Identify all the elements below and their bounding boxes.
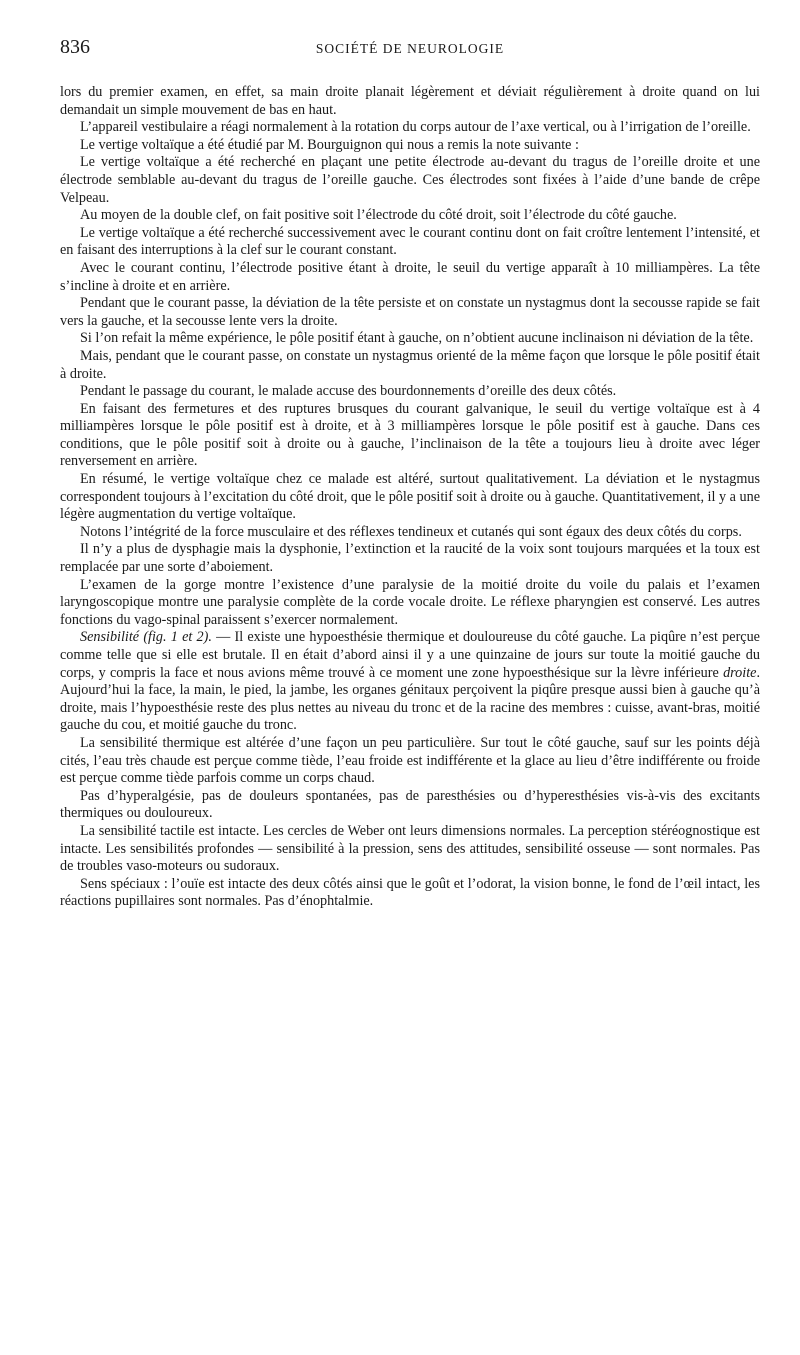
paragraph: En résumé, le vertige voltaïque chez ce malade est altéré, surtout qualitativement. La déviation et le nystagmus correspondent toujours à l’excitation du côté droit, que le pôle positif soit à droite ou à gauche. Quantitativement, il y a une légère augmentation du vertige voltaïque. xyxy=(60,471,760,523)
paragraph: La sensibilité thermique est altérée d’une façon un peu particulière. Sur tout le côté gauche, sauf sur les points déjà cités, l’eau très chaude est perçue comme tiède, l’eau froide est indifférente et la glace au lieu d’être indifférente ou froide est perçue comme tiède parfois comme un corps chaud. xyxy=(60,734,760,787)
paragraph: Pendant que le courant passe, la déviation de la tête persiste et on constate un nystagmus dont la secousse rapide se fait vers la gauche, et la secousse lente vers la droite. xyxy=(60,295,760,329)
paragraph: Sens spéciaux : l’ouïe est intacte des deux côtés ainsi que le goût et l’odorat, la vision bonne, le fond de l’œil intact, les réactions pupillaires sont normales. Pas d’énophtalmie. xyxy=(60,875,760,910)
paragraph: Le vertige voltaïque a été étudié par M. Bourguignon qui nous a remis la note suivante : xyxy=(80,136,579,153)
paragraph: Il n’y a plus de dysphagie mais la dysphonie, l’extinction et la raucité de la voix sont toujours marquées et la toux est remplacée par une sorte d’aboiement. xyxy=(60,541,760,576)
paragraph: Le vertige voltaïque a été recherché successivement avec le courant continu dont on fait croître lentement l’intensité, et en faisant des interruptions à la clef sur le courant constant. xyxy=(60,224,760,259)
emphasis: droite xyxy=(723,664,757,681)
sensibilite-text: — Il existe une hypoesthésie thermique et douloureuse du côté gauche. La piqûre n’est perçue comme telle que si elle est brutale. Il en était d’abord ainsi il y a une quinzaine de jours sur toute la moitié gauche du corps, y compris la face et nous avions même trouvé à ce moment une zone hypoesthésique sur la lèvre inférieure xyxy=(60,629,760,681)
paragraph: Notons l’intégrité de la force musculaire et des réflexes tendineux et cutanés qui sont égaux des deux côtés du corps. xyxy=(80,523,742,540)
body-text xyxy=(60,84,760,911)
paragraph: Pas d’hyperalgésie, pas de douleurs spontanées, pas de paresthésies ou d’hyperesthésies vis-à-vis des excitants thermiques ou douloureux. xyxy=(60,787,760,822)
paragraph: Pendant le passage du courant, le malade accuse des bourdonnements d’oreille des deux côtés. xyxy=(80,383,617,400)
document-page xyxy=(60,36,760,911)
paragraph: Le vertige voltaïque a été recherché en plaçant une petite électrode au-devant du tragus de l’oreille droite et une électrode semblable au-devant du tragus de l’oreille gauche. Ces électrodes sont fixées à l’aide d’une bande de crêpe Velpeau. xyxy=(60,154,760,206)
paragraph: Avec le courant continu, l’électrode positive étant à droite, le seuil du vertige apparaît à 10 milliampères. La tête s’incline à droite et en arrière. xyxy=(60,259,760,294)
paragraph: lors du premier examen, en effet, sa main droite planait légèrement et déviait régulièrement à droite quand on lui demandait un simple mouvement de bas en haut. xyxy=(60,84,760,118)
sensibilite-tail: . Aujourd’hui la face, la main, le pied, la jambe, les organes génitaux perçoivent la piqûre presque aussi bien à gauche qu’à droite, mais l’hypoesthésie reste des plus nettes au niveau du tronc et de la racine des membres : cuisse, avant-bras, moitié gauche du cou, et moitié gauche du tronc. xyxy=(60,664,760,734)
paragraph: La sensibilité tactile est intacte. Les cercles de Weber ont leurs dimensions normales. La perception stéréognostique est intacte. Les sensibilités profondes — sensibilité à la pression, sens des attitudes, sensibilité osseuse — sont normales. Pas de troubles vaso-moteurs ou sudoraux. xyxy=(60,822,760,875)
paragraph: En faisant des fermetures et des ruptures brusques du courant galvanique, le seuil du vertige voltaïque est à 4 milliampères lorsque le pôle positif est à droite, et à 3 milliampères lorsque le pôle positif est à gauche. Dans ces conditions, que le pôle positif soit à droite ou à gauche, l’inclinaison de la tête a toujours lieu à droite avec léger renversement en arrière. xyxy=(60,400,760,470)
paragraph: Au moyen de la double clef, on fait positive soit l’électrode du côté droit, soit l’électrode du côté gauche. xyxy=(80,207,677,224)
paragraph: Mais, pendant que le courant passe, on constate un nystagmus orienté de la même façon que lorsque le pôle positif était à droite. xyxy=(60,347,760,382)
sensibilite-paragraph xyxy=(60,629,760,735)
page-number: 836 xyxy=(60,36,90,58)
paragraph: L’examen de la gorge montre l’existence d’une paralysie de la moitié droite du voile du palais et l’examen laryngoscopique montre une paralysie complète de la corde vocale droite. Le réflexe pharyngien est conservé. Les autres fonctions du vago-spinal paraissent s’exercer normalement. xyxy=(60,576,760,628)
paragraph: L’appareil vestibulaire a réagi normalement à la rotation du corps autour de l’axe vertical, ou à l’irrigation de l’oreille. xyxy=(80,119,751,136)
running-head: SOCIÉTÉ DE NEUROLOGIE xyxy=(315,41,505,56)
paragraph: Si l’on refait la même expérience, le pôle positif étant à gauche, on n’obtient aucune inclinaison ni déviation de la tête. xyxy=(80,330,754,347)
section-lead: Sensibilité (fig. 1 et 2). xyxy=(80,629,212,646)
page-header xyxy=(60,36,760,72)
